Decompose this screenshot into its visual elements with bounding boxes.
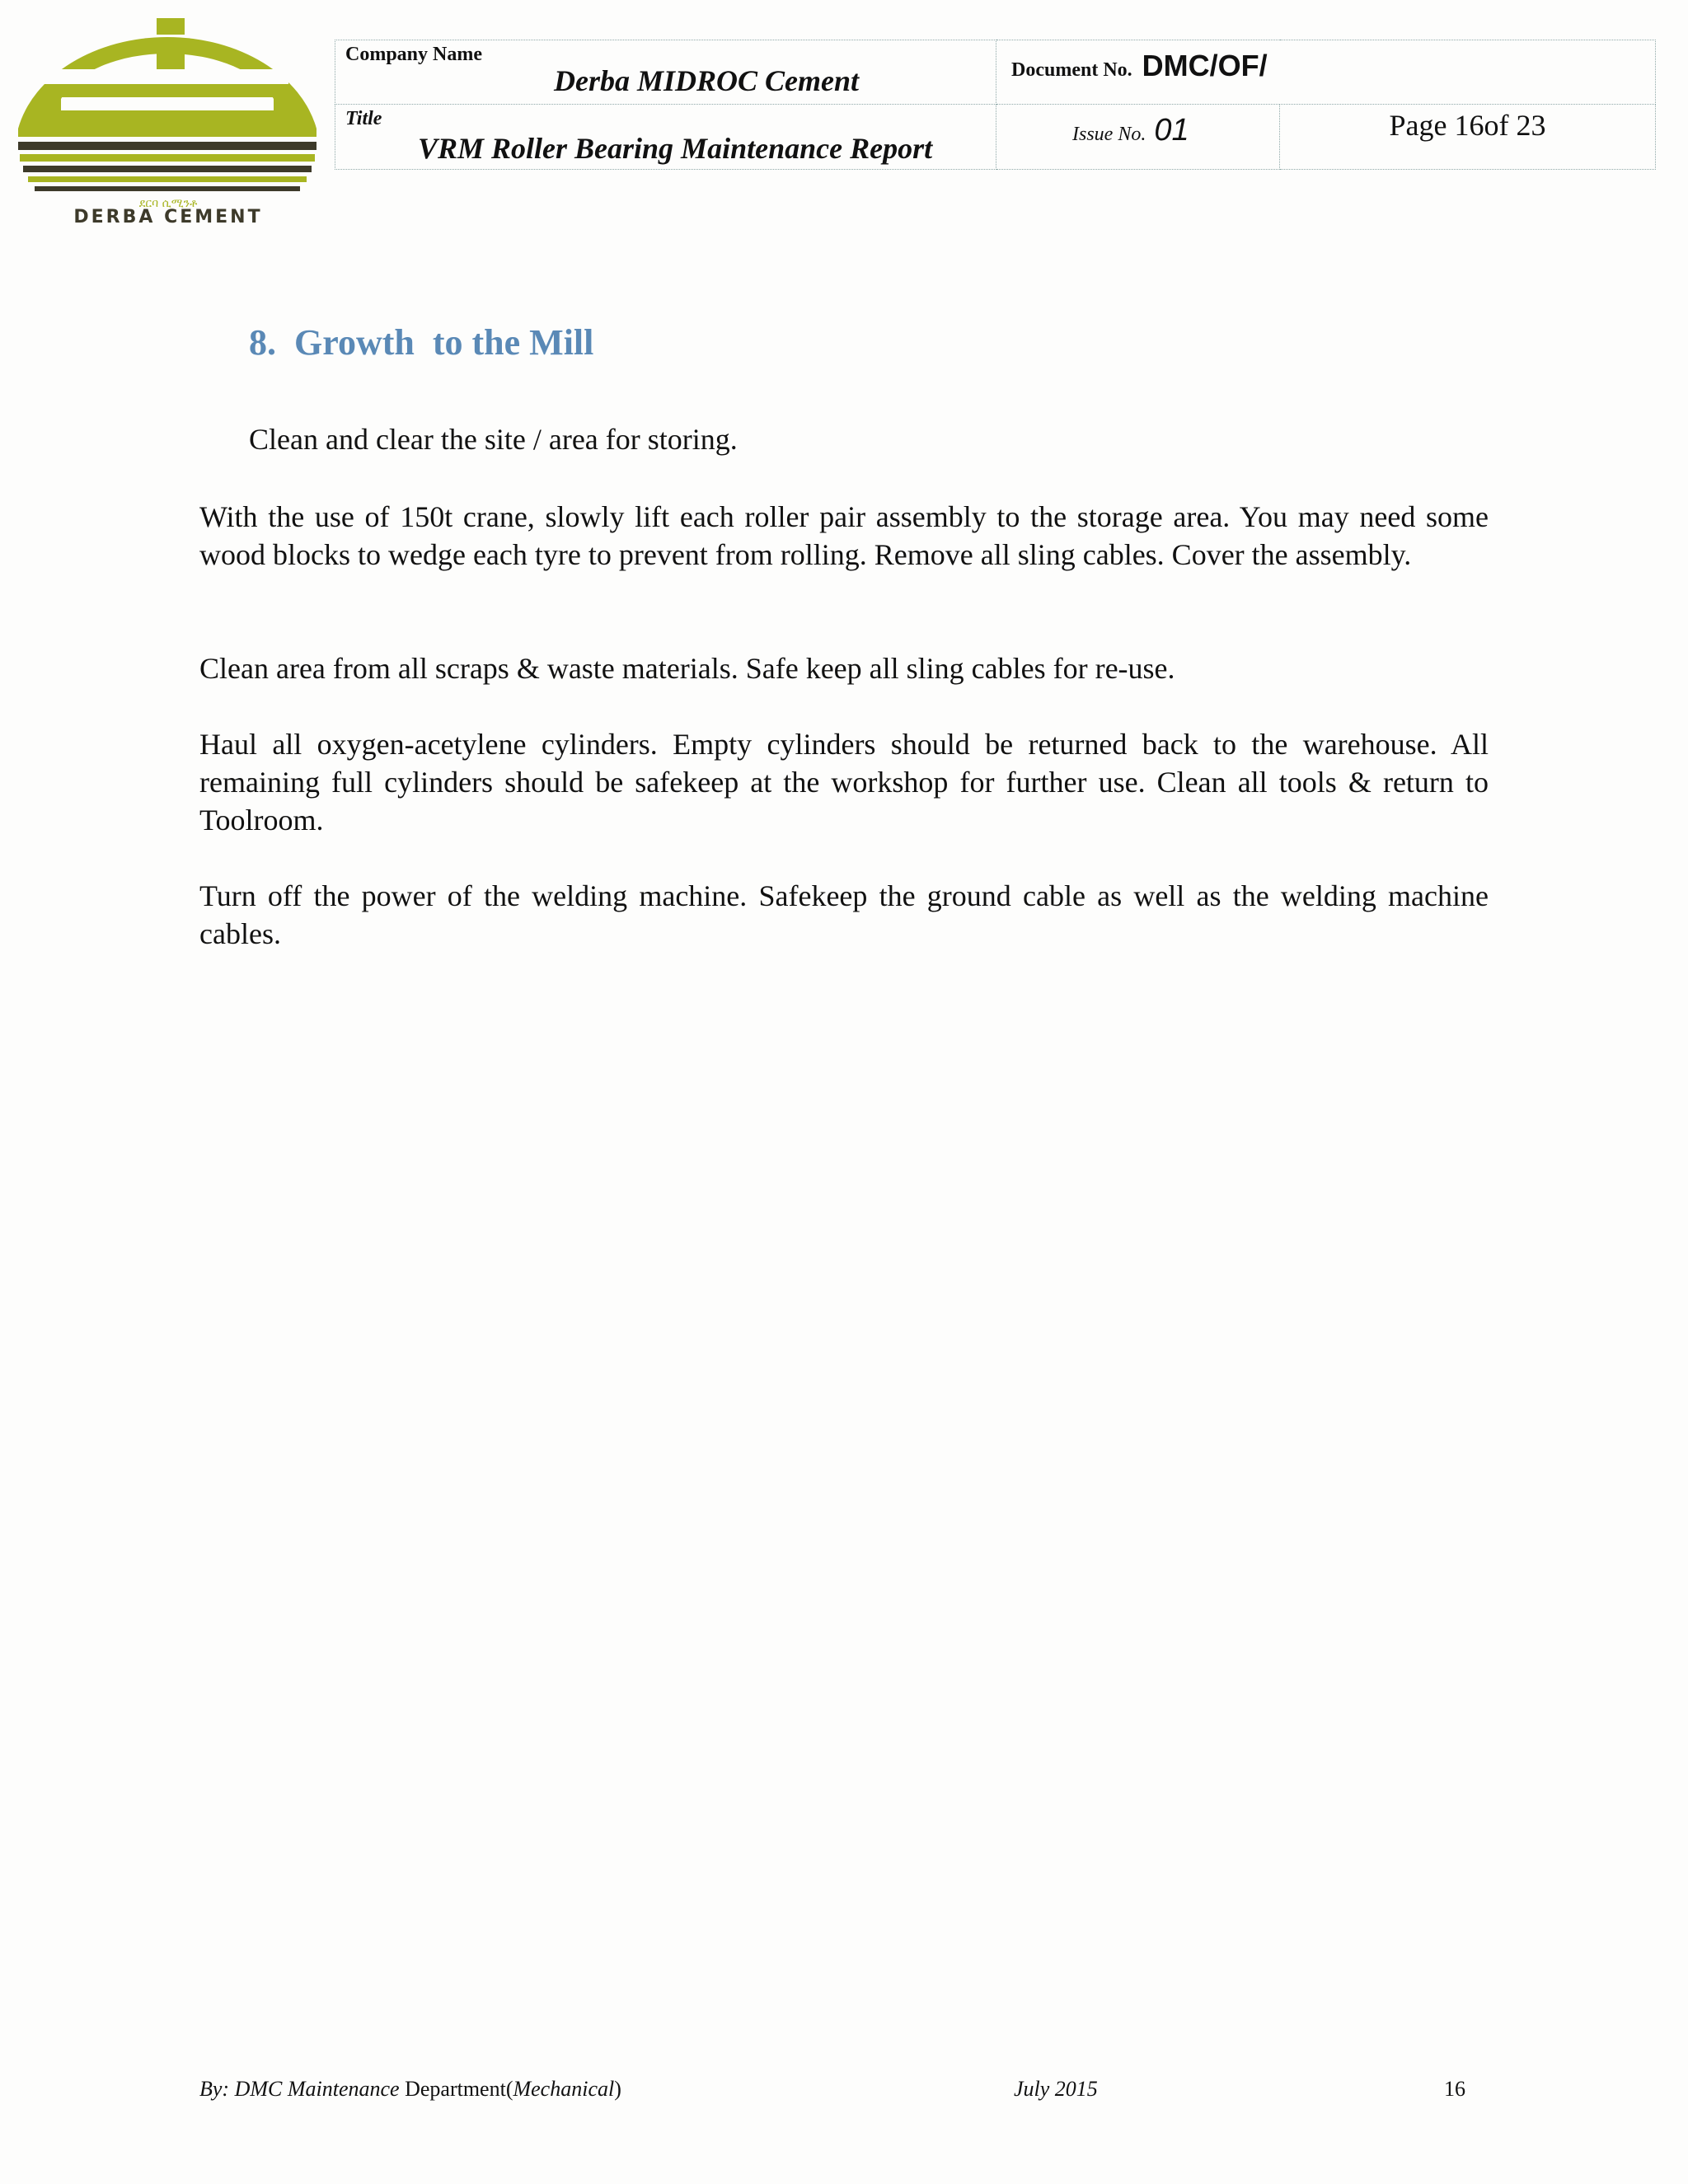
company-label: Company Name (345, 44, 482, 65)
section-heading: 8. Growth to the Mill (249, 322, 594, 363)
page-info: Page 16of 23 (1389, 109, 1546, 142)
title-label: Title (345, 108, 382, 129)
paragraph-clean-area: Clean area from all scraps & waste materials. Safe keep all sling cables for re-use. (199, 652, 1175, 685)
logo-amharic-text: ደርባ ሲሚንቶ (138, 197, 198, 210)
document-header (335, 40, 1656, 170)
footer-department: Department( (405, 2077, 513, 2101)
paragraph-welding: Turn off the power of the welding machine. Safekeep the ground cable as well as the welding machine cables. (199, 879, 1489, 950)
paragraph-crane: With the use of 150t crane, slowly lift each roller pair assembly to the storage area. You may need some wood blocks to wedge each tyre to prevent from rolling. Remove all sling cables. Cover the assembly. (199, 500, 1489, 571)
derba-cement-logo (12, 13, 321, 226)
document-number-label: Document No. (1011, 59, 1132, 81)
issue-value: 01 (1154, 113, 1189, 148)
company-cell (335, 40, 996, 105)
footer-by-prefix: By: DMC Maintenance (199, 2077, 400, 2101)
page-cell (1280, 105, 1656, 170)
document-number-value: DMC/OF/ (1142, 49, 1268, 82)
issue-cell (996, 105, 1280, 170)
intro-text: Clean and clear the site / area for storing. (249, 423, 738, 456)
title-cell (335, 105, 996, 170)
document-title: VRM Roller Bearing Maintenance Report (418, 132, 933, 165)
company-name: Derba MIDROC Cement (554, 64, 860, 97)
logo-text: DERBA CEMENT (73, 207, 263, 226)
footer-mechanical: Mechanical (513, 2077, 615, 2101)
footer-page-number: 16 (1444, 2077, 1465, 2101)
footer-close-paren: ) (614, 2077, 621, 2101)
document-number-cell (996, 40, 1656, 105)
footer-author (199, 2077, 621, 2102)
issue-label: Issue No. (1072, 124, 1146, 145)
paragraph-cylinders: Haul all oxygen-acetylene cylinders. Empty cylinders should be returned back to the warehouse. All remaining full cylinders should be safekeep at the workshop for further use. Clean all tools & return to Toolroom. (199, 728, 1489, 837)
footer-date: July 2015 (1014, 2077, 1098, 2101)
